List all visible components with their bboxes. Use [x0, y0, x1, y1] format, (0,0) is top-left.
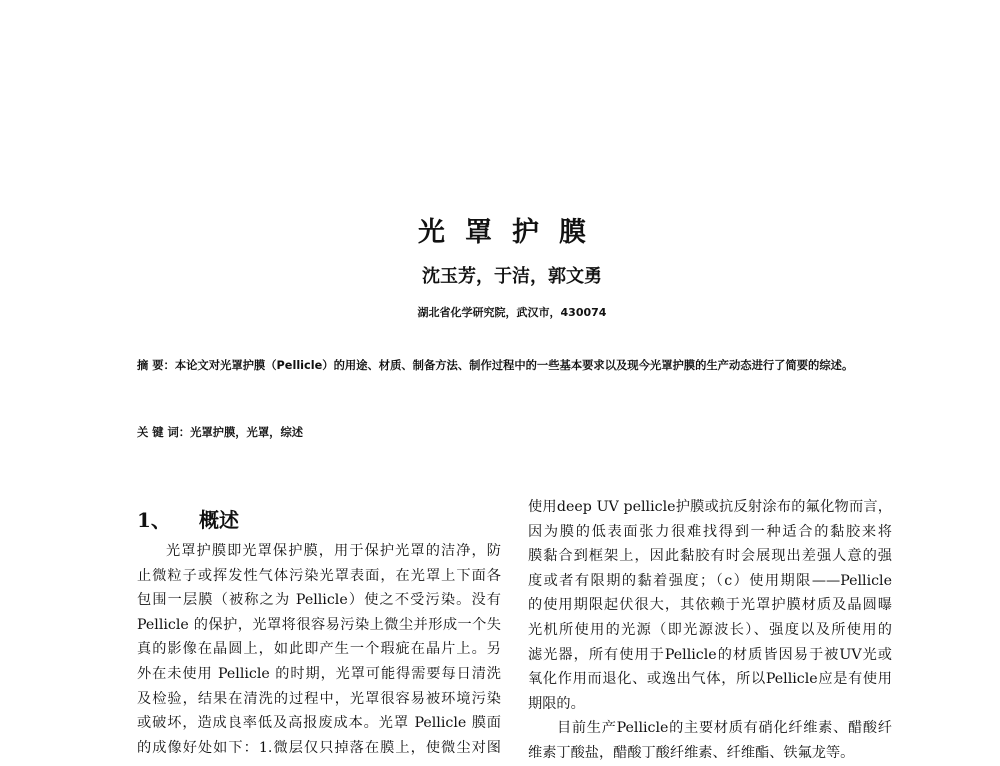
right-column [528, 495, 892, 766]
text-line: 的使用期限起伏很大，其依赖于光罩护膜材质及晶圆曝 [528, 597, 892, 614]
text-line: 止微粒子或挥发性气体污染光罩表面，在光罩上下面各 [137, 567, 501, 584]
text-line: 氧化作用而退化、或逸出气体，所以Pellicle应是有使用 [528, 671, 892, 688]
abstract-label: 摘 要： [137, 359, 175, 372]
text-line: 光机所使用的光源（即光源波长）、强度以及所使用的 [528, 621, 892, 638]
abstract-text: 本论文对光罩护膜（Pellicle）的用途、材质、制备方法、制作过程中的一些基本要求以及现今光罩护膜的生产动态进行了简要的综述。 [174, 359, 854, 372]
text-line: 及检验，结果在清洗的过程中，光罩很容易被环境污染 [137, 690, 501, 707]
text-line: 目前生产Pellicle的主要材质有硝化纤维素、醋酸纤 [557, 720, 892, 737]
paper-title: 光罩护膜 [418, 217, 606, 248]
author-affiliation: 湖北省化学研究院，武汉市，430074 [417, 306, 607, 319]
text-line: 光罩护膜即光罩保护膜，用于保护光罩的洁净，防 [166, 543, 501, 559]
text-line: 真的影像在晶圆上，如此即产生一个瑕疵在晶片上。另 [137, 641, 501, 658]
text-line: 膜黏合到框架上，因此黏胶有时会展现出差强人意的强 [528, 548, 892, 565]
text-line: 因为膜的低表面张力很难找得到一种适合的黏胶来将 [528, 523, 892, 540]
section-number: 1、 [137, 508, 171, 532]
section-heading [137, 504, 239, 533]
text-line: 度或者有限期的黏着强度；（c）使用期限——Pellicle [528, 572, 892, 589]
text-line: 维素丁酸盐，醋酸丁酸纤维素、纤维酯、铁氟龙等。 [528, 744, 855, 761]
abstract [137, 353, 889, 379]
text-line: 包围一层膜（被称之为 Pellicle）使之不受污染。没有 [137, 592, 501, 609]
text-line: 或破坏，造成良率低及高报废成本。光罩 Pellicle 膜面 [137, 715, 501, 732]
text-line: 期限的。 [528, 695, 585, 712]
keywords-text: 光罩护膜，光罩，综述 [190, 426, 304, 439]
left-column [137, 539, 501, 760]
text-line: 滤光器，所有使用于Pellicle的材质皆因易于被UV光或 [528, 646, 892, 663]
paper-authors: 沈玉芳，于洁，郭文勇 [422, 266, 602, 287]
section-title: 概述 [199, 508, 239, 532]
keywords-label: 关 键 词： [137, 426, 191, 439]
keywords [137, 424, 303, 440]
text-line: 外在未使用 Pellicle 的时期，光罩可能得需要每日清洗 [137, 665, 501, 682]
text-line: 的成像好处如下：1.微层仅只掉落在膜上，使微尘对图 [137, 739, 501, 756]
text-line: Pellicle 的保护，光罩将很容易污染上微尘并形成一个失 [137, 616, 501, 633]
text-line: 使用deep UV pellicle护膜或抗反射涂布的氟化物而言， [528, 499, 892, 515]
